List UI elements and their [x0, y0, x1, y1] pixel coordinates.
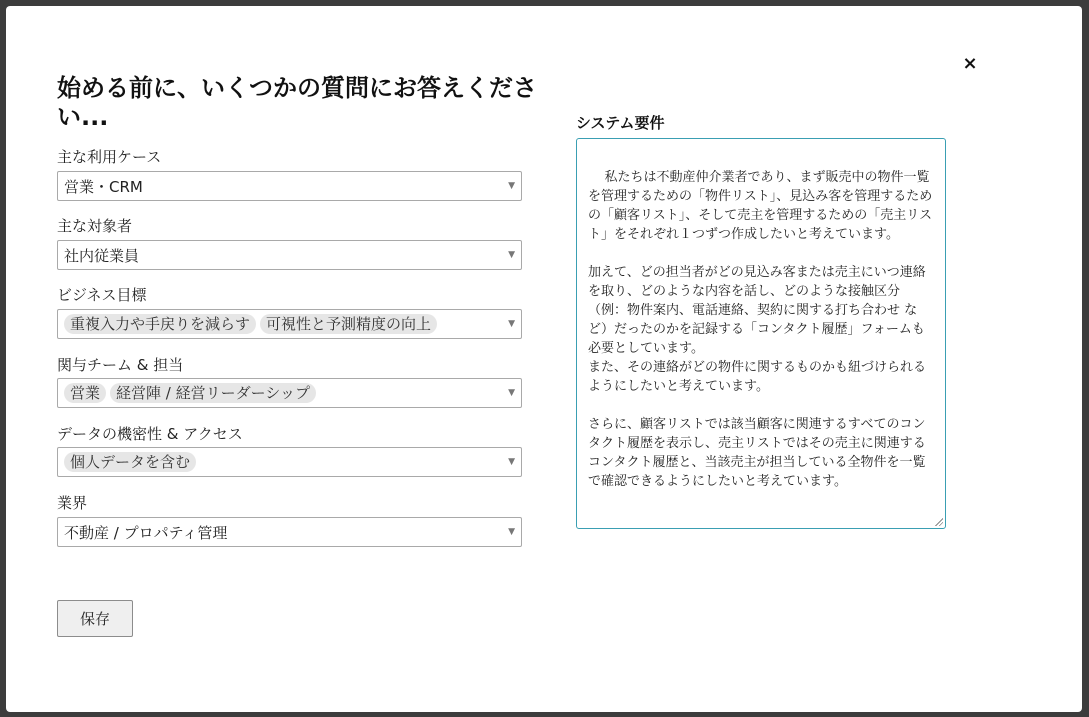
- chevron-down-icon: ▼: [508, 457, 515, 467]
- system-requirements-textarea[interactable]: [576, 138, 946, 529]
- resize-handle-icon[interactable]: [935, 518, 943, 526]
- industry-label: 業界: [57, 494, 88, 512]
- onboarding-modal: [6, 6, 1082, 712]
- data-sensitivity-label: データの機密性 & アクセス: [57, 425, 243, 443]
- teams-label: 関与チーム & 担当: [57, 356, 184, 374]
- business-goals-label: ビジネス目標: [57, 286, 147, 304]
- save-button[interactable]: 保存: [57, 600, 133, 637]
- business-goals-select[interactable]: [57, 309, 522, 339]
- team-tag[interactable]: 経営陣 / 経営リーダーシップ: [110, 383, 316, 403]
- modal-title: 始める前に、いくつかの質問にお答えください...: [57, 74, 537, 131]
- team-tag[interactable]: 営業: [64, 383, 106, 403]
- audience-label: 主な対象者: [57, 217, 133, 235]
- close-icon[interactable]: ×: [962, 53, 978, 74]
- teams-select[interactable]: [57, 378, 522, 408]
- audience-select[interactable]: [57, 240, 522, 270]
- audience-value: 社内従業員: [64, 246, 140, 265]
- chevron-down-icon: ▼: [508, 319, 515, 329]
- business-goal-tag[interactable]: 重複入力や手戻りを減らす: [64, 314, 256, 334]
- use-case-select[interactable]: [57, 171, 522, 201]
- use-case-value: 営業・CRM: [64, 177, 143, 196]
- data-sensitivity-tag[interactable]: 個人データを含む: [64, 452, 196, 472]
- business-goal-tag[interactable]: 可視性と予測精度の向上: [260, 314, 437, 334]
- industry-select[interactable]: [57, 517, 522, 547]
- use-case-label: 主な利用ケース: [57, 148, 162, 166]
- system-requirements-text: 私たちは不動産仲介業者であり、まず販売中の物件一覧を管理するための「物件リスト」、見込み客を管理するための「顧客リスト」、そして売主を管理するための「売主リスト」をそれぞれ１つずつ作成したいと考えています。 加えて、どの担当者がどの見込み客または売主にいつ連絡を取り、どのような内容を話し、どのような接触区分（例：物件案内、電話連絡、契約に関する打ち合わせ など）だったのかを記録する「コンタクト履歴」フォームも必要としています。 また、その連絡がどの物件に関するものかも紐づけられるようにしたいと考えています。 さらに、顧客リストでは該当顧客に関連するすべてのコンタクト履歴を表示し、売主リストではその売主に関連するコンタクト履歴と、当該売主が担当している全物件を一覧で確認できるようにしたいと考えています。: [588, 170, 933, 489]
- chevron-down-icon: ▼: [508, 181, 515, 191]
- industry-value: 不動産 / プロパティ管理: [64, 523, 228, 542]
- data-sensitivity-select[interactable]: [57, 447, 522, 477]
- chevron-down-icon: ▼: [508, 527, 515, 537]
- chevron-down-icon: ▼: [508, 388, 515, 398]
- system-requirements-label: システム要件: [576, 114, 665, 132]
- chevron-down-icon: ▼: [508, 250, 515, 260]
